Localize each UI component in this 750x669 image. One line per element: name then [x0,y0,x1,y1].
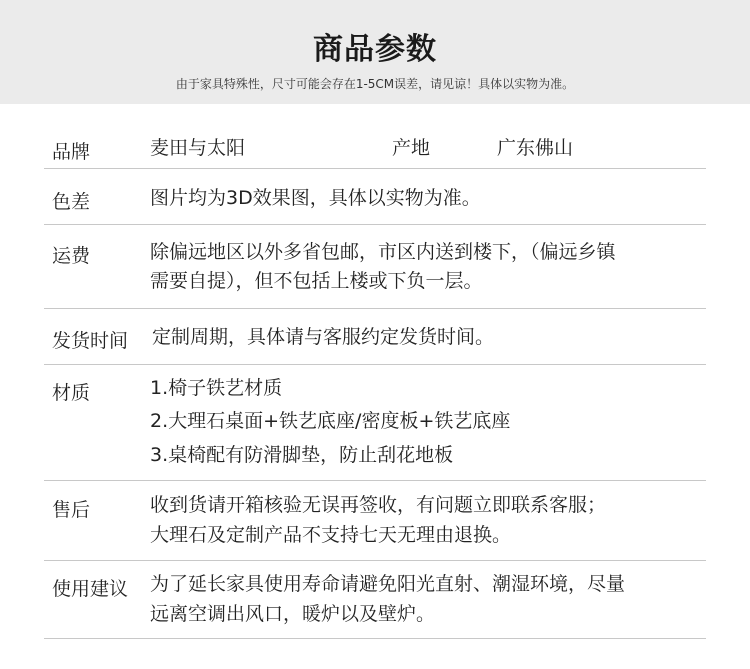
material-line-2: 2.大理石桌面+铁艺底座/密度板+铁艺底座 [150,410,511,432]
origin-label: 产地 [392,137,431,159]
divider [44,224,706,225]
color-line-1: 图片均为3D效果图，具体以实物为准。 [150,187,481,209]
brand-label: 品牌 [52,141,91,163]
shipping-line-2: 需要自提），但不包括上楼或下负一层。 [150,270,483,292]
divider [44,560,706,561]
advice-line-2: 远离空调出风口，暖炉以及壁炉。 [150,603,436,625]
aftersale-line-2: 大理石及定制产品不支持七天无理由退换。 [150,524,512,546]
aftersale-label: 售后 [52,499,91,521]
page-title: 商品参数 [313,32,437,67]
color-label: 色差 [52,191,91,213]
aftersale-line-1: 收到货请开箱核验无误再签收，有问题立即联系客服； [150,494,607,516]
delivery-line-1: 定制周期，具体请与客服约定发货时间。 [152,326,495,348]
material-label: 材质 [52,382,91,404]
divider [44,308,706,309]
header-banner [0,0,750,104]
shipping-label: 运费 [52,245,91,267]
brand-value: 麦田与太阳 [150,137,246,159]
divider [44,168,706,169]
advice-label: 使用建议 [52,578,129,600]
shipping-line-1: 除偏远地区以外多省包邮，市区内送到楼下，（偏远乡镇 [150,241,616,263]
delivery-label: 发货时间 [52,330,129,352]
material-line-1: 1.椅子铁艺材质 [150,377,283,399]
divider [44,364,706,365]
page-subtitle: 由于家具特殊性，尺寸可能会存在1-5CM误差，请见谅！具体以实物为准。 [175,77,575,91]
advice-line-1: 为了延长家具使用寿命请避免阳光直射、潮湿环境，尽量 [150,573,626,595]
material-line-3: 3.桌椅配有防滑脚垫，防止刮花地板 [150,444,454,466]
divider [44,480,706,481]
origin-value: 广东佛山 [497,137,574,159]
divider [44,638,706,639]
